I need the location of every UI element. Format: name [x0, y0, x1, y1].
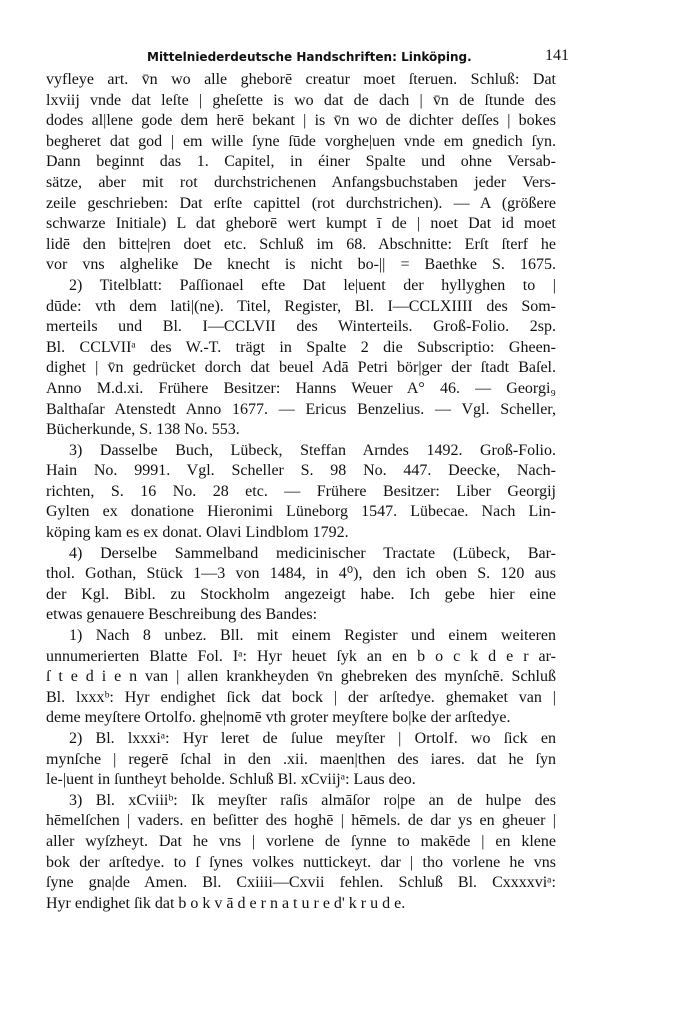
text-line: Bl. lxxxᵇ: Hyr endighet ſick dat bock | der arſtedye. ghemaket van |: [46, 688, 556, 706]
page-body: [46, 70, 556, 914]
text-line: begheret dat god | em wille ſyne ſūde vorghe|uen vnde em gnedich ſyn.: [46, 132, 556, 150]
text-line: dodes al|lene gode dem herē bekant | is v̄n wo de dichter deſſes | bokes: [46, 112, 556, 130]
text-line: köping kam es ex donat. Olavi Lindblom 1792.: [46, 524, 349, 542]
text-line: Anno M.d.xi. Frühere Besitzer: Hanns Weuer A° 46. — Georgi₉: [46, 379, 556, 397]
text-line: 1) Nach 8 unbez. Bll. mit einem Register und einem weiteren: [69, 627, 556, 645]
text-line: Hain No. 9991. Vgl. Scheller S. 98 No. 447. Deecke, Nach-: [46, 462, 556, 480]
text-line: unnumerierten Blatte Fol. Iᵃ: Hyr heuet ſyk an en b o c k d e r ar-: [46, 647, 556, 665]
running-title: Mittelniederdeutsche Handschriften: Linköping.: [147, 50, 472, 64]
text-line: Dann beginnt das 1. Capitel, in éiner Spalte und ohne Versab-: [46, 153, 556, 171]
text-line: 3) Bl. xCviiiᵇ: Ik meyſter raſis almāſor ro|pe an de hulpe des: [69, 791, 556, 809]
text-line: Bl. CCLVIIᵃ des W.-T. trägt in Spalte 2 die Subscriptio: Gheen-: [46, 338, 556, 356]
text-line: merteils und Bl. I—CCLVII des Winterteils. Groß-Folio. 2sp.: [46, 318, 556, 336]
text-line: ſyne gna|de Amen. Bl. Cxiiii—Cxvii fehlen. Schluß Bl. Cxxxxviᵃ:: [46, 874, 556, 892]
text-line: hēmelſchen | vaders. en beſitter des hoghē | hēmels. de dar ys en gheuer |: [46, 812, 556, 830]
text-line: dighet | v̄n gedrücket dorch dat beuel Adā Petri bör|ger der ſtadt Baſel.: [46, 359, 556, 377]
text-line: etwas genauere Beschreibung des Bandes:: [46, 606, 318, 624]
text-line: 2) Bl. lxxxiᵃ: Hyr leret de ſulue meyſter | Ortolf. wo ſick en: [69, 730, 556, 747]
text-line: 4) Derselbe Sammelband medicinischer Tractate (Lübeck, Bar-: [69, 544, 556, 562]
text-line: Hyr endighet ſik dat b o k v ā d e r n a t u r e d' k r u d e.: [46, 894, 406, 912]
text-line: mynſche | regerē ſchal in den .xii. maen|then des iares. dat he ſyn: [46, 750, 556, 768]
text-line: schwarze Initiale) L dat gheborē wert kumpt ī de | noet Dat id moet: [46, 215, 556, 233]
text-line: sätze, aber mit rot durchstrichenen Anfangsbuchstaben jeder Vers-: [46, 173, 556, 191]
text-line: der Kgl. Bibl. zu Stockholm angezeigt habe. Ich gebe hier eine: [46, 585, 556, 603]
text-line: lidē den bitte|ren doet etc. Schluß im 68. Abschnitte: Erſt ſterf he: [46, 235, 556, 253]
text-line: ſ t e d i e n van | allen krankheyden v̄n ghebreken des mynſchē. Schluß: [46, 668, 556, 686]
text-line: vyfleye art. v̄n wo alle gheborē creatur moet ſteruen. Schluß: Dat: [46, 71, 556, 88]
text-line: dūde: vth dem lati|(ne). Titel, Register, Bl. I—CCLXIIII des Som-: [46, 297, 556, 315]
page-number: 141: [545, 47, 569, 64]
text-line: deme meyſtere Ortolfo. ghe|nomē vth groter meyſtere bo|ke der arſtedye.: [46, 709, 511, 727]
text-line: zeile geschrieben: Dat erſte capittel (rot durchstrichen). — A (größere: [46, 194, 556, 212]
running-header: [147, 47, 569, 64]
text-line: 3) Dasselbe Buch, Lübeck, Steffan Arndes 1492. Groß-Folio.: [69, 441, 556, 459]
text-line: lxviij vnde dat leſte | gheſette is wo dat de dach | v̄n de ſtunde des: [46, 91, 556, 109]
text-line: Bücherkunde, S. 138 No. 553.: [46, 421, 240, 439]
text-line: vor vns alghelike De knecht is nicht bo-|| = Baethke S. 1675.: [46, 256, 556, 274]
text-line: aller wyſzheyt. Dat he vns | vorlene de ſynne to makēde | en klene: [46, 832, 556, 850]
text-line: thol. Gothan, Stück 1—3 von 1484, in 4⁰), den ich oben S. 120 aus: [46, 565, 556, 583]
text-line: Balthaſar Atenstedt Anno 1677. — Ericus Benzelius. — Vgl. Scheller,: [46, 400, 556, 418]
text-line: richten, S. 16 No. 28 etc. — Frühere Besitzer: Liber Georgij: [46, 482, 556, 500]
text-line: Gylten ex donatione Hieronimi Lüneborg 1547. Lübecae. Nach Lin-: [46, 503, 556, 521]
text-line: le-|uent in ſuntheyt beholde. Schluß Bl. xCviijᵃ: Laus deo.: [46, 771, 416, 789]
text-line: 2) Titelblatt: Paſſionael efte Dat le|uent der hyllyghen to |: [69, 276, 556, 294]
text-line: bok der arſtedye. to ſ ſynes volkes nuttickeyt. dar | tho vorlene he vns: [46, 853, 556, 871]
